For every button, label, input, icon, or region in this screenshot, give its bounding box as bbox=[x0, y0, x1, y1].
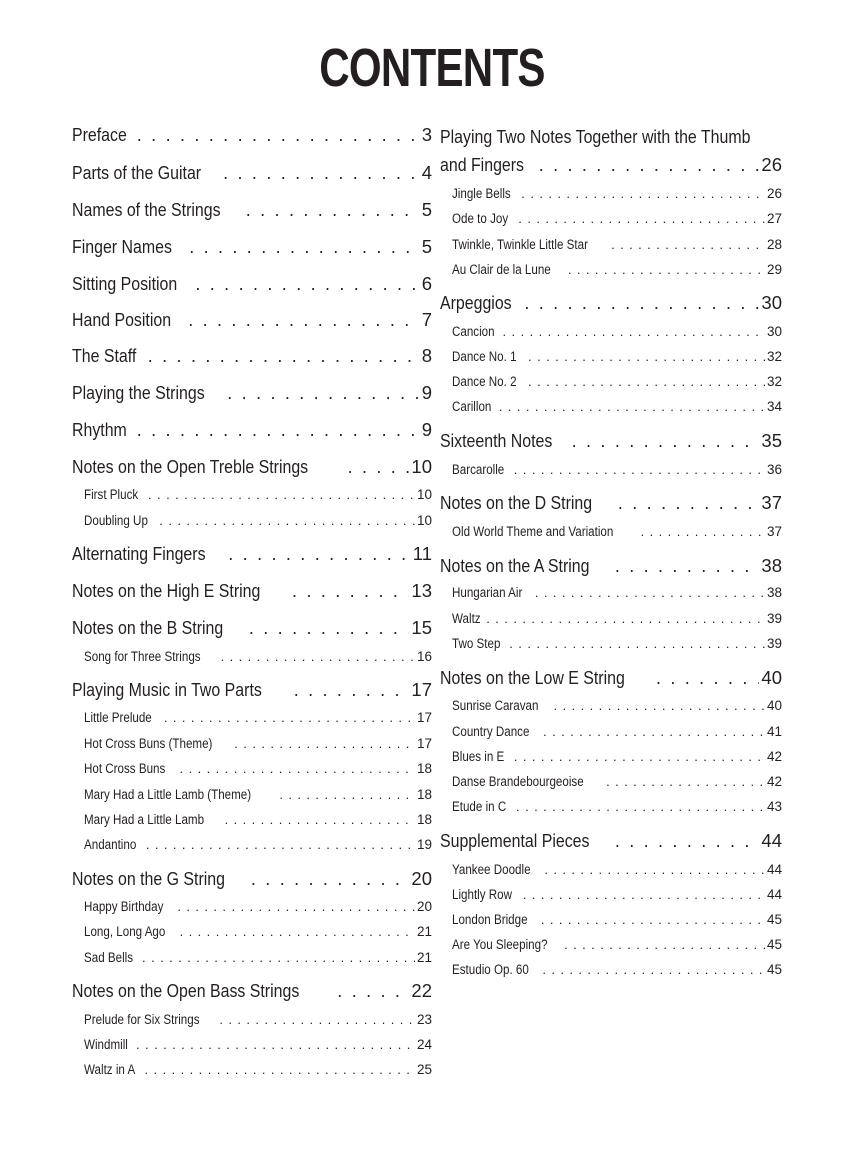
toc-subentry-page: 29 bbox=[767, 260, 782, 280]
toc-subentry[interactable] bbox=[84, 1035, 432, 1055]
toc-entry[interactable] bbox=[72, 454, 432, 480]
toc-subentry-page: 25 bbox=[417, 1060, 432, 1080]
toc-subentry[interactable] bbox=[84, 647, 432, 667]
toc-subentry[interactable] bbox=[84, 759, 432, 779]
toc-entry[interactable] bbox=[72, 307, 432, 333]
toc-subentry-page: 43 bbox=[767, 797, 782, 817]
toc-subentry[interactable] bbox=[84, 922, 432, 942]
toc-subentry[interactable] bbox=[452, 322, 782, 342]
toc-entry-label: Arpeggios bbox=[440, 290, 512, 316]
toc-subentry[interactable] bbox=[84, 897, 432, 917]
toc-subentry-page: 21 bbox=[417, 922, 432, 942]
toc-subentry-label: Old World Theme and Variation bbox=[452, 522, 613, 542]
toc-subentry-page: 39 bbox=[767, 634, 782, 654]
toc-subentry-page: 30 bbox=[767, 322, 782, 342]
toc-subentry-label: Andantino bbox=[84, 835, 136, 855]
toc-subentry[interactable] bbox=[452, 772, 782, 792]
toc-entry-label: and Fingers bbox=[440, 152, 524, 178]
toc-entry-page: 40 bbox=[761, 665, 782, 691]
toc-subentry[interactable] bbox=[452, 583, 782, 603]
toc-entry[interactable] bbox=[440, 665, 782, 691]
toc-entry-label: Sitting Position bbox=[72, 271, 177, 297]
toc-subentry-label: Long, Long Ago bbox=[84, 922, 165, 942]
toc-subentry-label: Dance No. 1 bbox=[452, 347, 517, 367]
toc-entry-label: Notes on the G String bbox=[72, 866, 225, 892]
toc-subentry-page: 42 bbox=[767, 772, 782, 792]
toc-subentry-page: 42 bbox=[767, 747, 782, 767]
toc-entry[interactable] bbox=[440, 290, 782, 316]
toc-subentry-label: Twinkle, Twinkle Little Star bbox=[452, 235, 588, 255]
toc-subentry[interactable] bbox=[84, 708, 432, 728]
toc-entry-label: Playing the Strings bbox=[72, 380, 205, 406]
toc-entry-label: Supplemental Pieces bbox=[440, 828, 589, 854]
toc-subentry-label: Hot Cross Buns (Theme) bbox=[84, 734, 212, 754]
toc-entry-label: Notes on the B String bbox=[72, 615, 223, 641]
toc-entry[interactable] bbox=[72, 271, 432, 297]
toc-subentry-label: Estudio Op. 60 bbox=[452, 960, 529, 980]
toc-subentry-page: 45 bbox=[767, 910, 782, 930]
toc-entry-page: 11 bbox=[413, 541, 432, 567]
toc-entry-page: 17 bbox=[411, 677, 432, 703]
toc-subentry-label: Song for Three Strings bbox=[84, 647, 201, 667]
toc-subentry-label: Windmill bbox=[84, 1035, 128, 1055]
toc-entry-label: The Staff bbox=[72, 343, 136, 369]
toc-subentry[interactable] bbox=[84, 948, 432, 968]
toc-subentry-label: Yankee Doodle bbox=[452, 860, 531, 880]
toc-entry-label: Rhythm bbox=[72, 417, 127, 443]
toc-subentry-page: 18 bbox=[417, 759, 432, 779]
toc-subentry-page: 18 bbox=[417, 810, 432, 830]
toc-subentry-page: 32 bbox=[767, 372, 782, 392]
toc-entry[interactable] bbox=[72, 197, 432, 223]
toc-subentry-label: Lightly Row bbox=[452, 885, 512, 905]
toc-subentry-label: Hot Cross Buns bbox=[84, 759, 165, 779]
toc-entry-heading-line[interactable]: Playing Two Notes Together with the Thumb bbox=[440, 126, 751, 147]
toc-subentry[interactable] bbox=[452, 797, 782, 817]
toc-subentry[interactable] bbox=[84, 810, 432, 830]
toc-subentry[interactable] bbox=[452, 860, 782, 880]
toc-entry[interactable] bbox=[72, 343, 432, 369]
toc-subentry[interactable] bbox=[452, 960, 782, 980]
toc-subentry[interactable] bbox=[452, 696, 782, 716]
page-title: CONTENTS bbox=[319, 38, 545, 98]
toc-entry[interactable] bbox=[72, 417, 432, 443]
toc-entry-page: 3 bbox=[422, 122, 432, 148]
toc-entry-page: 9 bbox=[422, 380, 432, 406]
toc-subentry[interactable] bbox=[452, 910, 782, 930]
toc-subentry[interactable] bbox=[452, 634, 782, 654]
toc-subentry-label: Sad Bells bbox=[84, 948, 133, 968]
toc-subentry[interactable] bbox=[452, 209, 782, 229]
toc-subentry[interactable] bbox=[452, 747, 782, 767]
toc-entry-label: Names of the Strings bbox=[72, 197, 221, 223]
toc-subentry-label: Waltz bbox=[452, 609, 481, 629]
toc-subentry-page: 26 bbox=[767, 184, 782, 204]
toc-subentry[interactable] bbox=[452, 260, 782, 280]
toc-subentry-page: 41 bbox=[767, 722, 782, 742]
toc-subentry-page: 20 bbox=[417, 897, 432, 917]
toc-subentry[interactable] bbox=[452, 522, 782, 542]
toc-subentry-label: Waltz in A bbox=[84, 1060, 135, 1080]
toc-subentry-page: 18 bbox=[417, 785, 432, 805]
toc-subentry-label: Jingle Bells bbox=[452, 184, 511, 204]
toc-entry-page: 4 bbox=[422, 160, 432, 186]
toc-entry-page: 8 bbox=[422, 343, 432, 369]
toc-entry-page: 13 bbox=[411, 578, 432, 604]
toc-subentry-label: Happy Birthday bbox=[84, 897, 163, 917]
toc-entry[interactable] bbox=[440, 428, 782, 454]
toc-subentry-page: 10 bbox=[417, 511, 432, 531]
toc-entry-page: 20 bbox=[411, 866, 432, 892]
toc-entry[interactable] bbox=[72, 978, 432, 1004]
toc-subentry[interactable] bbox=[452, 935, 782, 955]
toc-subentry-page: 23 bbox=[417, 1010, 432, 1030]
toc-subentry-label: Carillon bbox=[452, 397, 491, 417]
toc-subentry-page: 39 bbox=[767, 609, 782, 629]
toc-subentry-label: Danse Brandebourgeoise bbox=[452, 772, 584, 792]
toc-entry-page: 6 bbox=[422, 271, 432, 297]
toc-entry-label: Sixteenth Notes bbox=[440, 428, 552, 454]
toc-entry[interactable] bbox=[72, 122, 432, 148]
toc-entry-label: Finger Names bbox=[72, 234, 172, 260]
toc-subentry[interactable] bbox=[452, 397, 782, 417]
toc-subentry-label: Are You Sleeping? bbox=[452, 935, 548, 955]
toc-subentry-label: Two Step bbox=[452, 634, 500, 654]
toc-entry[interactable] bbox=[72, 234, 432, 260]
toc-entry-label: Hand Position bbox=[72, 307, 171, 333]
toc-subentry-page: 37 bbox=[767, 522, 782, 542]
toc-subentry-page: 38 bbox=[767, 583, 782, 603]
toc-subentry[interactable] bbox=[84, 485, 432, 505]
toc-subentry-page: 21 bbox=[417, 948, 432, 968]
toc-entry-label: Notes on the Low E String bbox=[440, 665, 625, 691]
toc-subentry[interactable] bbox=[84, 785, 432, 805]
toc-subentry-page: 36 bbox=[767, 460, 782, 480]
toc-entry[interactable] bbox=[440, 152, 782, 178]
toc-subentry[interactable] bbox=[452, 460, 782, 480]
toc-subentry[interactable] bbox=[452, 885, 782, 905]
toc-subentry-label: Sunrise Caravan bbox=[452, 696, 538, 716]
toc-subentry-label: Cancion bbox=[452, 322, 495, 342]
toc-subentry-label: First Pluck bbox=[84, 485, 138, 505]
toc-entry-label: Notes on the A String bbox=[440, 553, 589, 579]
toc-entry[interactable] bbox=[72, 677, 432, 703]
toc-entry-page: 10 bbox=[411, 454, 432, 480]
toc-subentry-page: 34 bbox=[767, 397, 782, 417]
toc-subentry-page: 17 bbox=[417, 708, 432, 728]
toc-subentry-label: Mary Had a Little Lamb bbox=[84, 810, 204, 830]
toc-subentry[interactable] bbox=[452, 184, 782, 204]
toc-entry-page: 26 bbox=[761, 152, 782, 178]
toc-subentry-page: 10 bbox=[417, 485, 432, 505]
toc-entry[interactable] bbox=[72, 380, 432, 406]
toc-entry-page: 5 bbox=[422, 197, 432, 223]
toc-subentry[interactable] bbox=[452, 609, 782, 629]
toc-subentry-page: 24 bbox=[417, 1035, 432, 1055]
toc-entry[interactable] bbox=[440, 553, 782, 579]
toc-entry-page: 38 bbox=[761, 553, 782, 579]
toc-subentry-page: 19 bbox=[417, 835, 432, 855]
toc-entry[interactable] bbox=[72, 615, 432, 641]
toc-subentry[interactable] bbox=[452, 722, 782, 742]
toc-subentry[interactable] bbox=[452, 372, 782, 392]
toc-subentry-page: 44 bbox=[767, 860, 782, 880]
toc-entry-label: Parts of the Guitar bbox=[72, 160, 201, 186]
toc-subentry-page: 32 bbox=[767, 347, 782, 367]
toc-entry-page: 37 bbox=[761, 490, 782, 516]
toc-entry-page: 30 bbox=[761, 290, 782, 316]
toc-subentry-label: Country Dance bbox=[452, 722, 529, 742]
toc-subentry[interactable] bbox=[452, 235, 782, 255]
toc-entry-page: 44 bbox=[761, 828, 782, 854]
toc-subentry-page: 28 bbox=[767, 235, 782, 255]
toc-entry[interactable] bbox=[72, 578, 432, 604]
toc-entry-page: 35 bbox=[761, 428, 782, 454]
toc-subentry-label: Prelude for Six Strings bbox=[84, 1010, 200, 1030]
toc-subentry[interactable] bbox=[84, 1010, 432, 1030]
toc-entry-label: Preface bbox=[72, 122, 127, 148]
toc-subentry-page: 17 bbox=[417, 734, 432, 754]
toc-entry[interactable] bbox=[440, 490, 782, 516]
toc-subentry-label: London Bridge bbox=[452, 910, 528, 930]
toc-subentry-label: Little Prelude bbox=[84, 708, 152, 728]
toc-subentry-label: Doubling Up bbox=[84, 511, 148, 531]
toc-entry[interactable] bbox=[72, 866, 432, 892]
toc-subentry-label: Ode to Joy bbox=[452, 209, 508, 229]
toc-subentry-label: Barcarolle bbox=[452, 460, 504, 480]
toc-subentry-page: 27 bbox=[767, 209, 782, 229]
toc-entry-page: 5 bbox=[422, 234, 432, 260]
toc-subentry-page: 45 bbox=[767, 960, 782, 980]
toc-entry-label: Playing Music in Two Parts bbox=[72, 677, 262, 703]
toc-subentry-label: Etude in C bbox=[452, 797, 506, 817]
toc-subentry[interactable] bbox=[84, 511, 432, 531]
toc-entry-page: 9 bbox=[422, 417, 432, 443]
toc-entry-label: Notes on the D String bbox=[440, 490, 592, 516]
toc-entry-label: Alternating Fingers bbox=[72, 541, 206, 567]
toc-subentry-page: 16 bbox=[417, 647, 432, 667]
toc-subentry-page: 44 bbox=[767, 885, 782, 905]
toc-subentry-label: Au Clair de la Lune bbox=[452, 260, 551, 280]
toc-subentry-label: Blues in E bbox=[452, 747, 504, 767]
toc-subentry-label: Mary Had a Little Lamb (Theme) bbox=[84, 785, 251, 805]
toc-subentry-page: 45 bbox=[767, 935, 782, 955]
toc-subentry[interactable] bbox=[84, 1060, 432, 1080]
toc-subentry-label: Dance No. 2 bbox=[452, 372, 517, 392]
toc-subentry-label: Hungarian Air bbox=[452, 583, 522, 603]
toc-entry-page: 15 bbox=[411, 615, 432, 641]
toc-subentry[interactable] bbox=[84, 835, 432, 855]
toc-entry-label: Notes on the Open Treble Strings bbox=[72, 454, 308, 480]
toc-entry-page: 7 bbox=[422, 307, 432, 333]
toc-subentry[interactable] bbox=[84, 734, 432, 754]
toc-entry[interactable] bbox=[72, 160, 432, 186]
toc-entry-label: Notes on the Open Bass Strings bbox=[72, 978, 299, 1004]
toc-entry[interactable] bbox=[440, 828, 782, 854]
toc-entry-page: 22 bbox=[411, 978, 432, 1004]
toc-subentry[interactable] bbox=[452, 347, 782, 367]
toc-entry-label: Notes on the High E String bbox=[72, 578, 260, 604]
toc-subentry-page: 40 bbox=[767, 696, 782, 716]
toc-entry[interactable] bbox=[72, 541, 432, 567]
